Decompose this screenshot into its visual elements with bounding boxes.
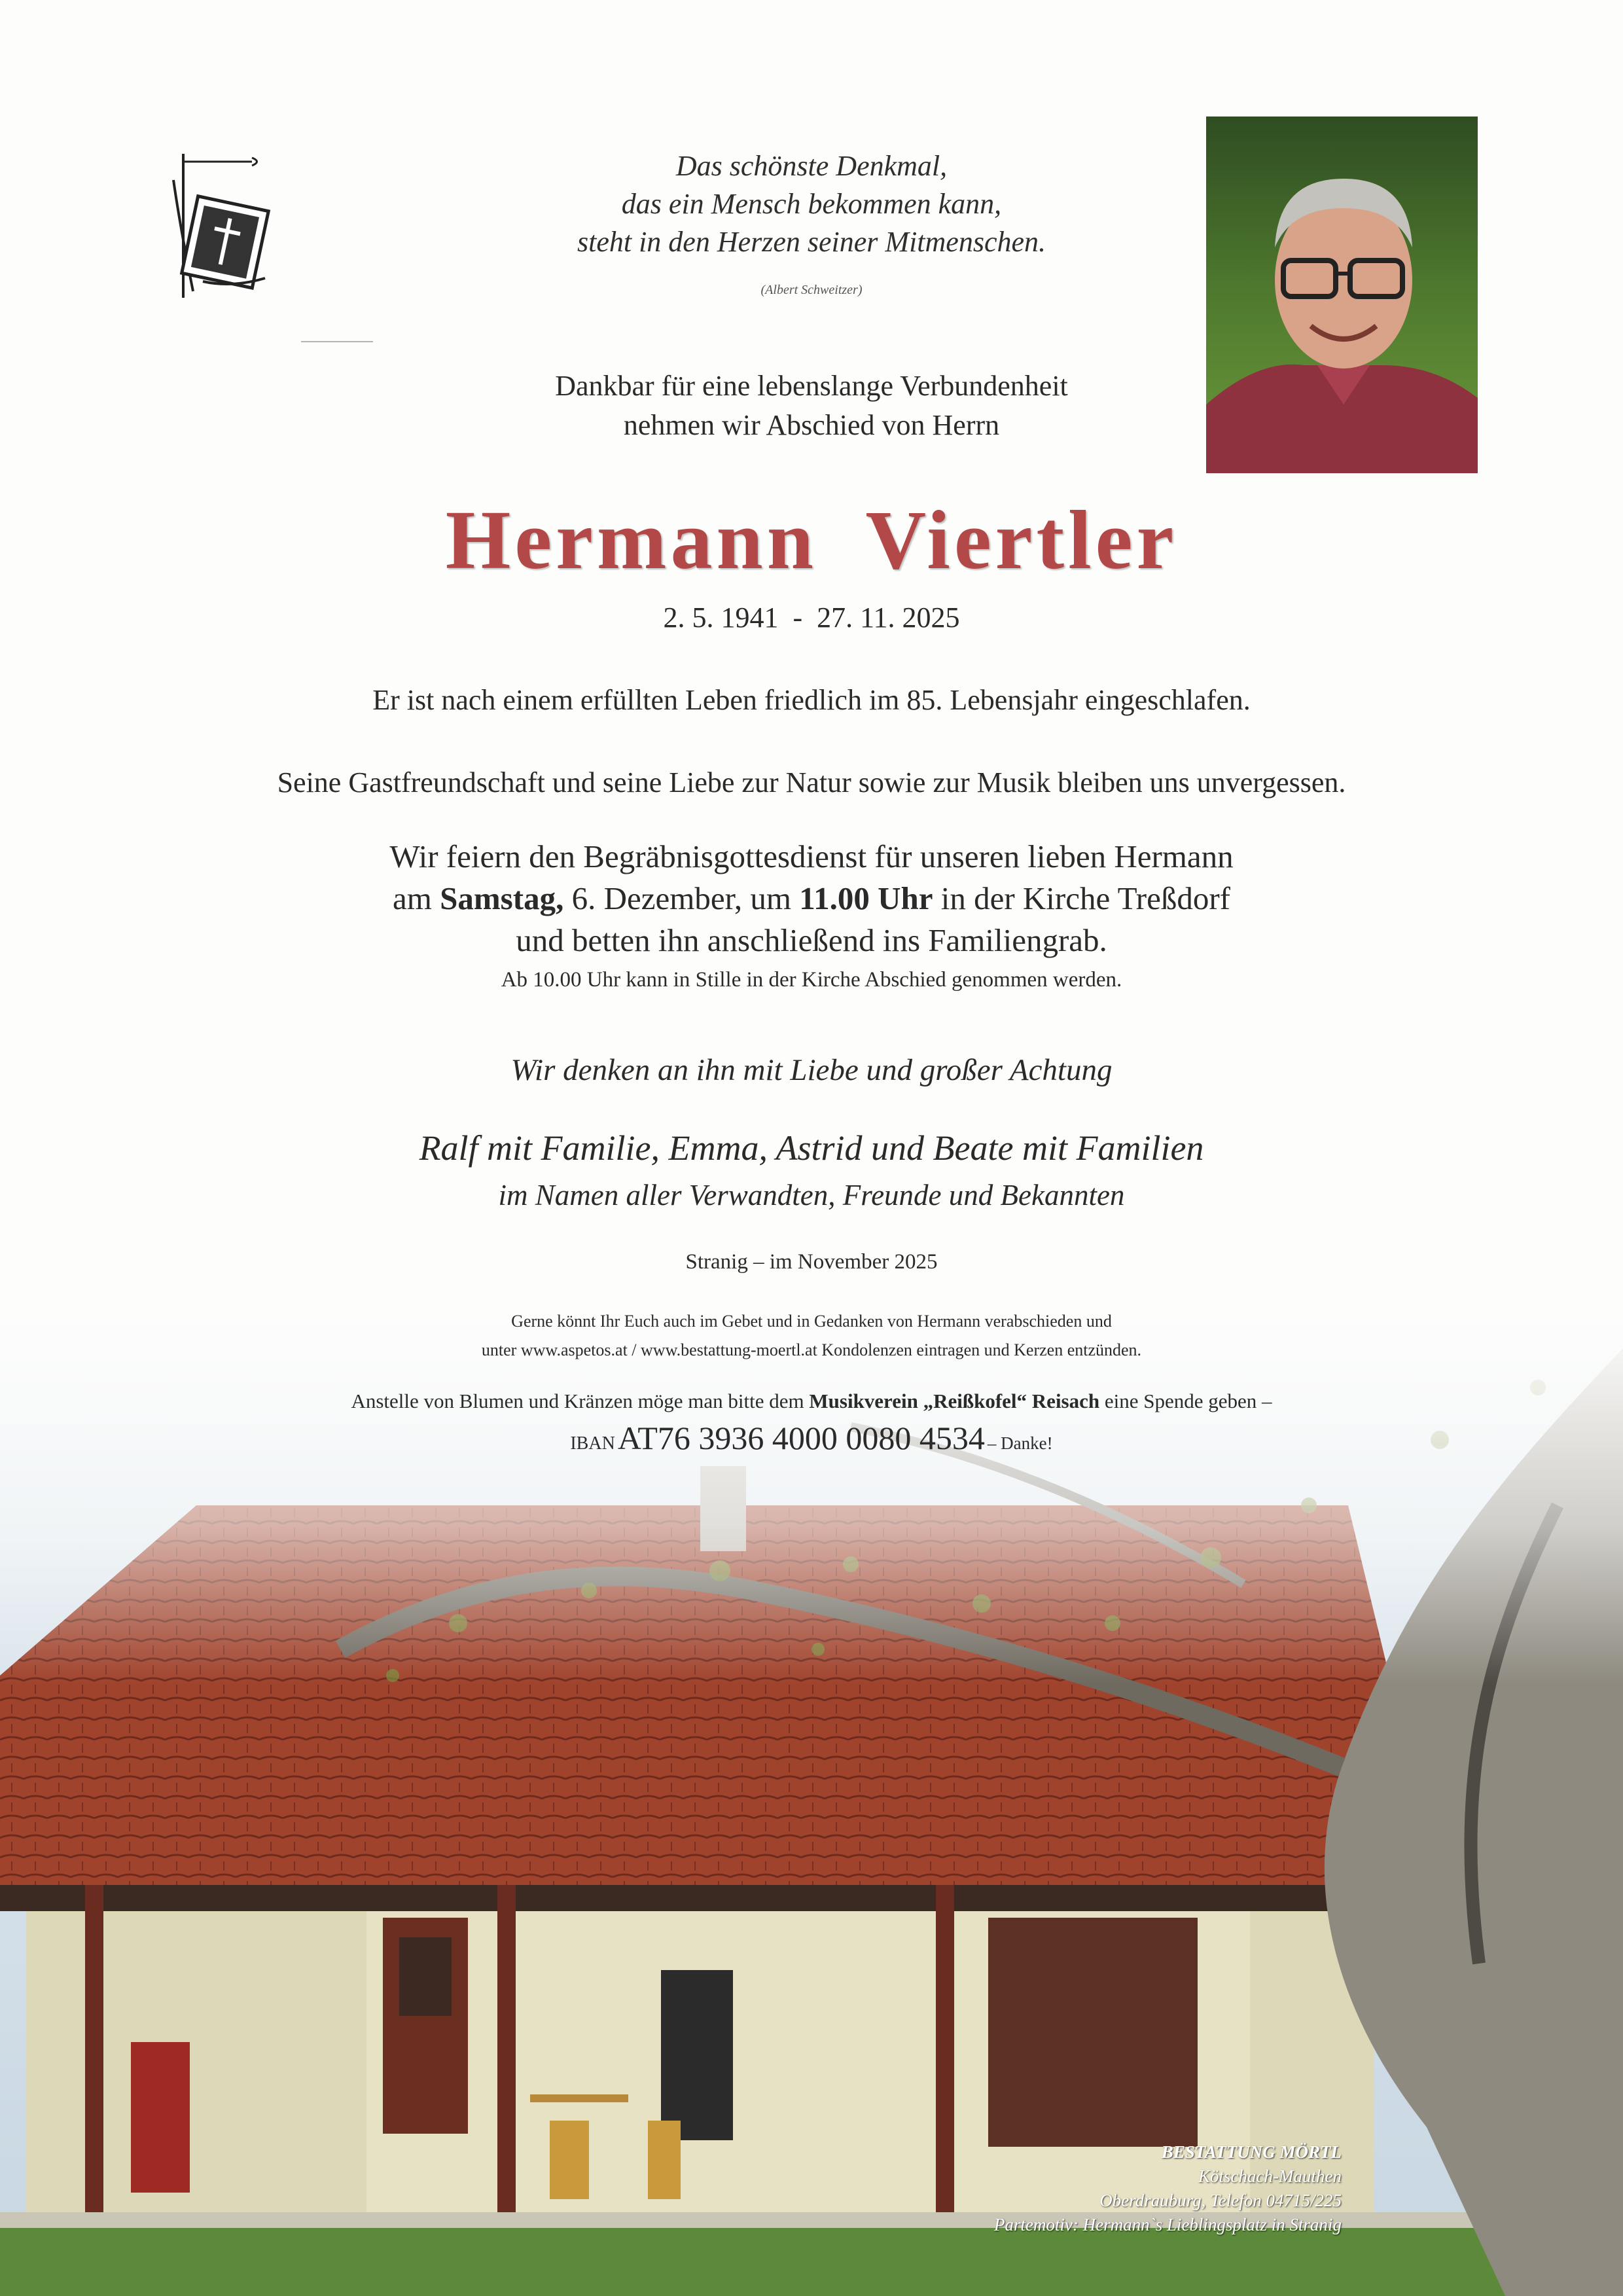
intro-line-1: Dankbar für eine lebenslange Verbundenheit [555, 370, 1068, 402]
donation-text-a: Anstelle von Blumen und Kränzen möge man bitte dem [351, 1390, 810, 1412]
quote-line-2: das ein Mensch bekommen kann, [621, 188, 1002, 220]
iban-line [0, 1419, 1623, 1457]
quote-author: (Albert Schweitzer) [760, 283, 863, 297]
condolences-line-2: unter www.aspetos.at / www.bestattung-moertl.at Kondolenzen eintragen und Kerzen entzünden. [481, 1340, 1142, 1359]
service-line-2-c: in der Kirche Treßdorf [933, 880, 1231, 916]
service-note: Ab 10.00 Uhr kann in Stille in der Kirche Abschied genommen werden. [501, 968, 1122, 992]
donation-text-b: eine Spende geben – [1099, 1390, 1272, 1412]
quote-line-1: Das schönste Denkmal, [675, 150, 948, 182]
credits-city: Kötschach-Mauthen [1198, 2166, 1342, 2186]
passed-text: Er ist nach einem erfüllten Leben friedlich im 85. Lebensjahr eingeschlafen. [372, 684, 1251, 716]
iban-label: IBAN [570, 1433, 615, 1454]
credits-company: BESTATTUNG MÖRTL [1161, 2142, 1342, 2162]
service-line-2 [0, 878, 1623, 920]
mourners-line-2: Ralf mit Familie, Emma, Astrid und Beate mit Familien [419, 1128, 1204, 1168]
iban-number: AT76 3936 4000 0080 4534 [617, 1420, 985, 1456]
deceased-name: Hermann Viertler [445, 493, 1178, 586]
life-dates: 2. 5. 1941 - 27. 11. 2025 [663, 601, 960, 634]
donation-org: Musikverein „Reißkofel“ Reisach [809, 1390, 1100, 1412]
credits-motif: Partemotiv: Hermann`s Lieblingsplatz in Stranig [994, 2215, 1342, 2234]
place-date: Stranig – im November 2025 [685, 1250, 938, 1274]
credits [994, 2140, 1342, 2237]
service-time: 11.00 Uhr [799, 880, 933, 916]
service-line-2-b: 6. Dezember, um [563, 880, 800, 916]
divider [301, 341, 373, 342]
donation-line [0, 1390, 1623, 1413]
donation-thanks: – Danke! [987, 1433, 1053, 1453]
mourners-line-3: im Namen aller Verwandten, Freunde und Bekannten [498, 1179, 1125, 1211]
credits-office: Oberdrauburg, Telefon 04715/225 [1099, 2191, 1342, 2210]
service-line-2-a: am [392, 880, 440, 916]
memory-text: Seine Gastfreundschaft und seine Liebe zur Natur sowie zur Musik bleiben uns unvergessen. [277, 766, 1346, 798]
house-photo [0, 1309, 1623, 2296]
service-day: Samstag, [440, 880, 564, 916]
service-line-1: Wir feiern den Begräbnisgottesdienst für unseren lieben Hermann [389, 838, 1234, 874]
condolences-line-1: Gerne könnt Ihr Euch auch im Gebet und in Gedanken von Hermann verabschieden und [511, 1312, 1112, 1331]
service-line-3: und betten ihn anschließend ins Familiengrab. [516, 922, 1107, 958]
intro-line-2: nehmen wir Abschied von Herrn [623, 409, 1000, 441]
mourners-line-1: Wir denken an ihn mit Liebe und großer Achtung [510, 1053, 1113, 1087]
quote-line-3: steht in den Herzen seiner Mitmenschen. [577, 226, 1046, 258]
